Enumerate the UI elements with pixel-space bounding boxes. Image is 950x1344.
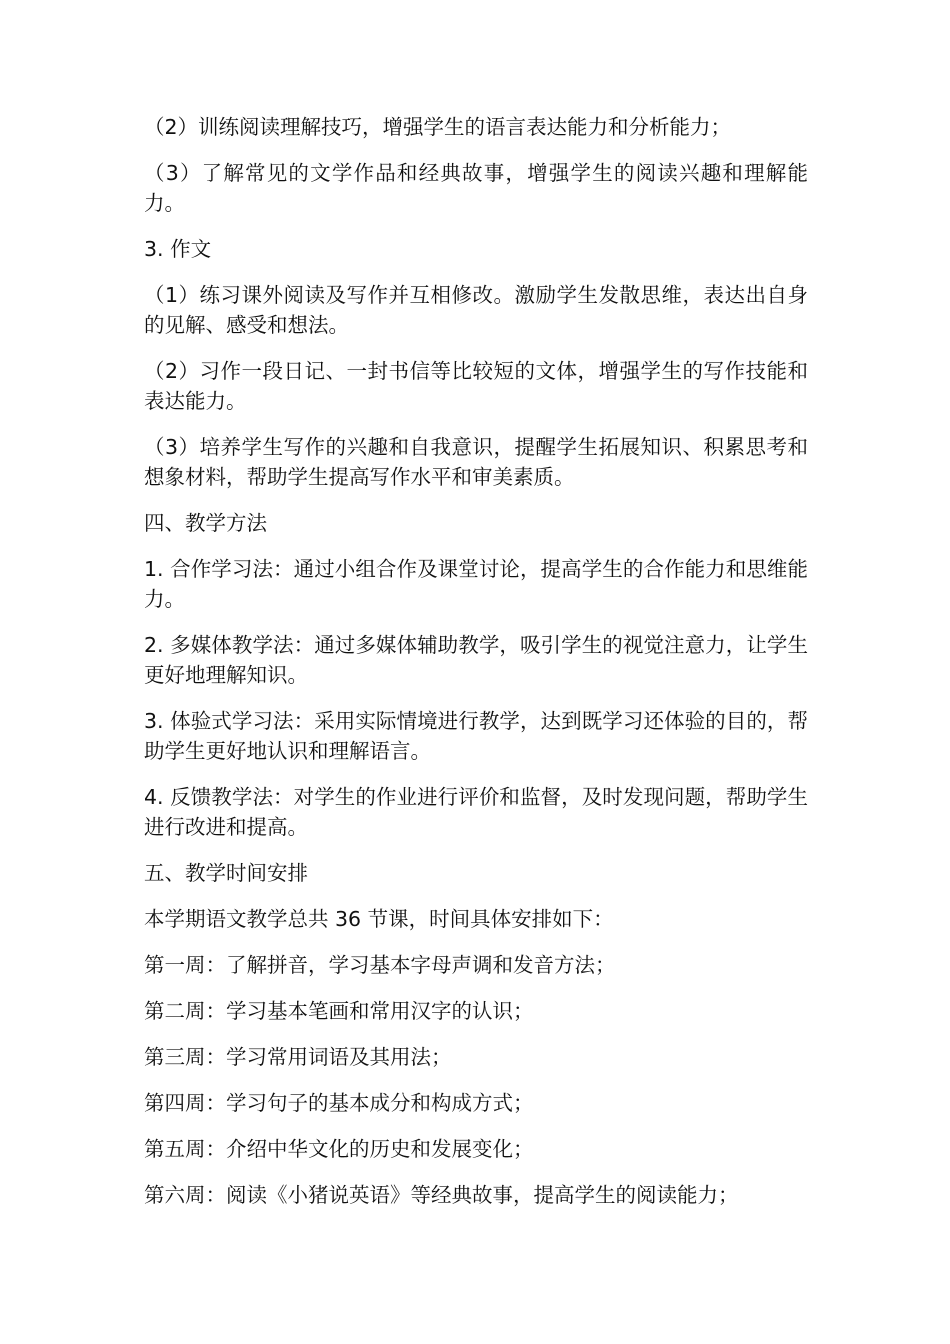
schedule-week-5: 第五周：介绍中华文化的历史和发展变化；	[144, 1137, 534, 1161]
paragraph-method-2: 2. 多媒体教学法：通过多媒体辅助教学，吸引学生的视觉注意力，让学生更好地理解知识。	[144, 633, 808, 687]
schedule-week-4: 第四周：学习句子的基本成分和构成方式；	[144, 1091, 534, 1115]
paragraph-method-1: 1. 合作学习法：通过小组合作及课堂讨论，提高学生的合作能力和思维能力。	[144, 557, 808, 611]
paragraph-composition-2: （2）习作一段日记、一封书信等比较短的文体，增强学生的写作技能和表达能力。	[144, 359, 808, 413]
schedule-week-2: 第二周：学习基本笔画和常用汉字的认识；	[144, 999, 534, 1023]
paragraph-schedule-intro: 本学期语文教学总共 36 节课，时间具体安排如下：	[144, 907, 614, 931]
schedule-week-3: 第三周：学习常用词语及其用法；	[144, 1045, 452, 1069]
paragraph-composition-3: （3）培养学生写作的兴趣和自我意识，提醒学生拓展知识、积累思考和想象材料，帮助学生提高写作水平和审美素质。	[144, 435, 808, 489]
section-heading-composition: 3. 作文	[144, 237, 212, 261]
section-heading-teaching-methods: 四、教学方法	[144, 511, 267, 535]
paragraph-literary-works: （3）了解常见的文学作品和经典故事，增强学生的阅读兴趣和理解能力。	[144, 161, 808, 215]
schedule-week-1: 第一周：了解拼音，学习基本字母声调和发音方法；	[144, 953, 616, 977]
document-body	[144, 112, 808, 1226]
paragraph-reading-skills: （2）训练阅读理解技巧，增强学生的语言表达能力和分析能力；	[144, 115, 732, 139]
paragraph-method-3: 3. 体验式学习法：采用实际情境进行教学，达到既学习还体验的目的，帮助学生更好地认识和理解语言。	[144, 709, 808, 763]
schedule-week-6: 第六周：阅读《小猪说英语》等经典故事，提高学生的阅读能力；	[144, 1183, 739, 1207]
section-heading-schedule: 五、教学时间安排	[144, 861, 308, 885]
paragraph-method-4: 4. 反馈教学法：对学生的作业进行评价和监督，及时发现问题，帮助学生进行改进和提高。	[144, 785, 808, 839]
paragraph-composition-1: （1）练习课外阅读及写作并互相修改。激励学生发散思维，表达出自身的见解、感受和想法。	[144, 283, 808, 337]
